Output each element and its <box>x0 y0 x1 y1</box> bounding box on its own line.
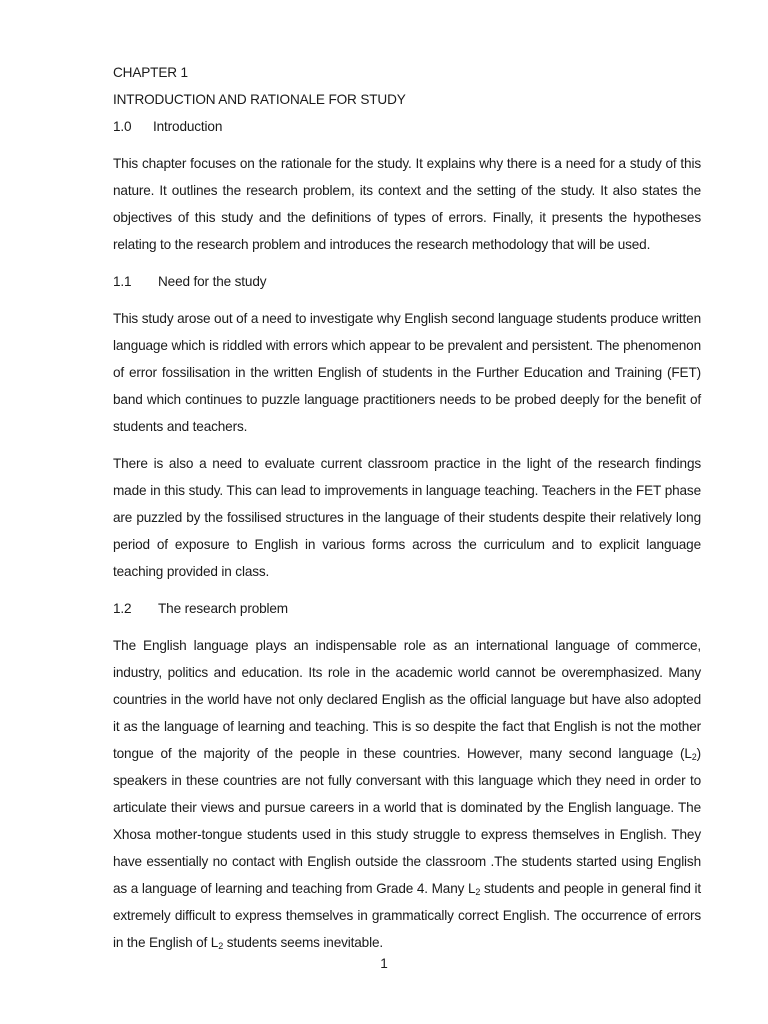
subscript: 2 <box>691 752 697 762</box>
chapter-label: CHAPTER 1 <box>113 65 188 80</box>
paragraph-text: students and people in general find it extremely difficult to express themselves in grammatically correct English. The occurrence of errors in the English of L <box>113 881 701 950</box>
section-heading-1-0 <box>113 113 701 140</box>
paragraph-research-problem <box>113 632 701 956</box>
paragraph-text: ) speakers in these countries are not fully conversant with this language which they need in order to articulate their views and pursue careers in a world that is dominated by the English language. The Xhosa mother-tongue students used in this study struggle to express themselves in English. They have essentially no contact with English outside the classroom .The students started using English as a language of learning and teaching from Grade 4. Many L <box>113 746 701 896</box>
paragraph-text: The English language plays an indispensable role as an international language of commerce, industry, politics and education. Its role in the academic world cannot be overemphasized. Many countries in the world have not only declared English as the official language but have also adopted it as the language of learning and teaching. This is so despite the fact that English is not the mother tongue of the majority of the people in these countries. However, many second language (L <box>113 638 701 761</box>
paragraph-text: students seems inevitable. <box>223 935 383 950</box>
subscript: 2 <box>475 887 481 897</box>
page-number: 1 <box>380 956 388 971</box>
paragraph: This study arose out of a need to investigate why English second language students produce written language which is riddled with errors which appear to be prevalent and persistent. The phenomenon of error fossilisation in the written English of students in the Further Education and Training (FET) band which continues to puzzle language practitioners needs to be probed deeply for the benefit of students and teachers. <box>113 311 701 434</box>
section-number: 1.0 <box>113 119 132 134</box>
paragraph: This chapter focuses on the rationale for the study. It explains why there is a need for a study of this nature. It outlines the research problem, its context and the setting of the study. It also states the objectives of this study and the definitions of types of errors. Finally, it presents the hypotheses relating to the research problem and introduces the research methodology that will be used. <box>113 156 701 252</box>
section-heading-1-2 <box>113 595 701 622</box>
document-body <box>113 59 701 966</box>
chapter-title: INTRODUCTION AND RATIONALE FOR STUDY <box>113 92 406 107</box>
section-number: 1.1 <box>113 274 132 289</box>
subscript: 2 <box>218 941 224 951</box>
section-title: Need for the study <box>158 274 267 289</box>
section-title: The research problem <box>158 601 288 616</box>
section-heading-1-1 <box>113 268 701 295</box>
paragraph: There is also a need to evaluate current classroom practice in the light of the research findings made in this study. This can lead to improvements in language teaching. Teachers in the FET phase are puzzled by the fossilised structures in the language of their students despite their relatively long period of exposure to English in various forms across the curriculum and to explicit language teaching provided in class. <box>113 456 701 579</box>
section-number: 1.2 <box>113 601 132 616</box>
section-title: Introduction <box>153 119 223 134</box>
